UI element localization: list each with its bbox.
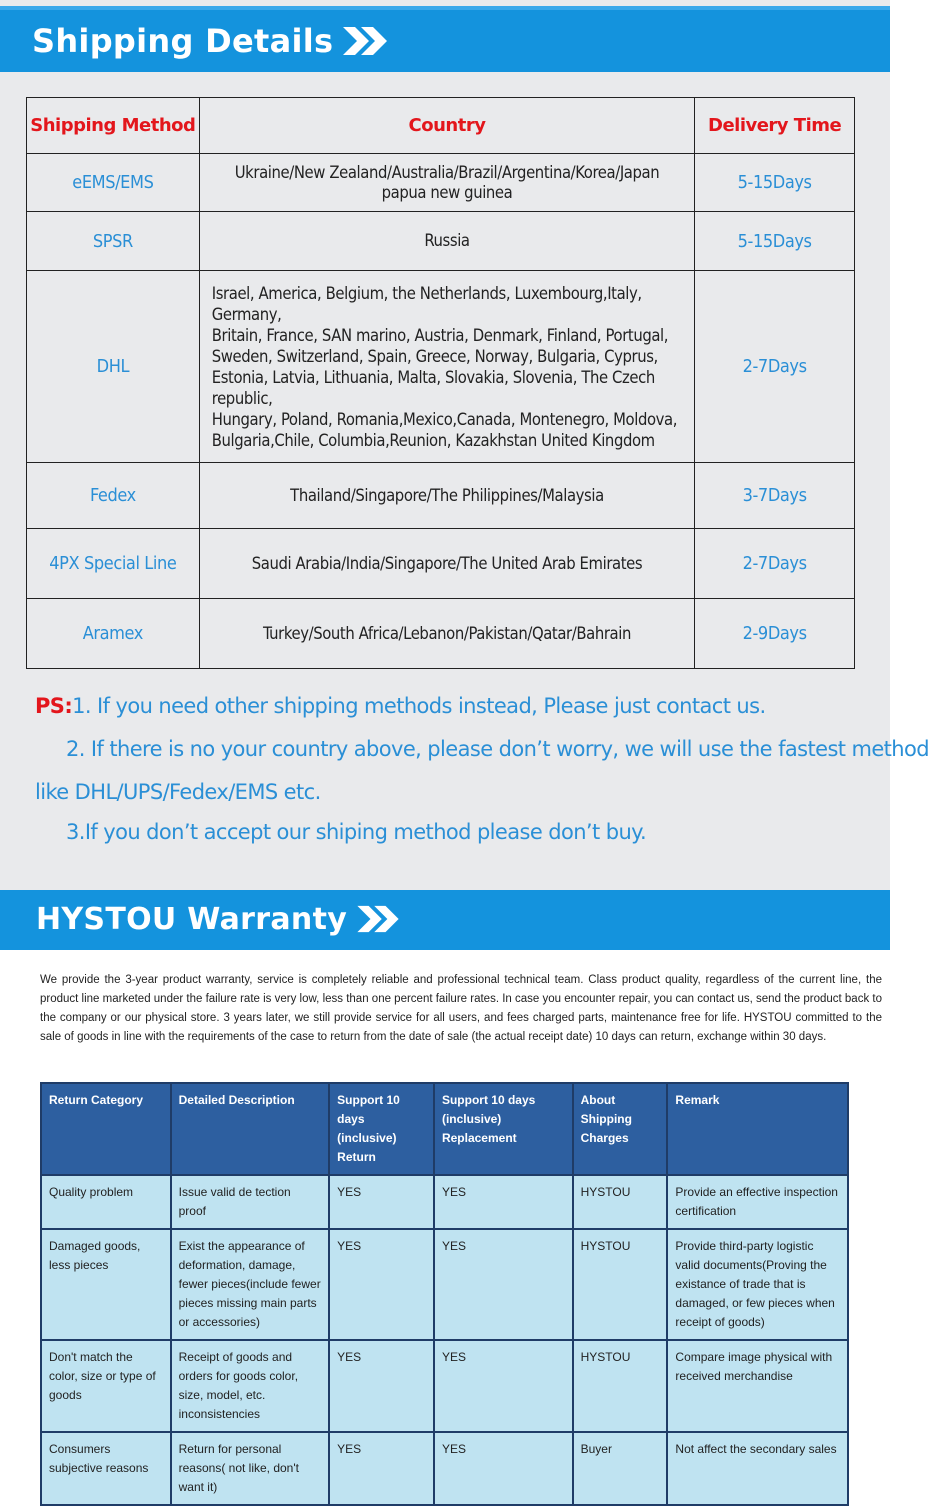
shipping-method: 4PX Special Line bbox=[27, 529, 200, 599]
cell-remark: Not affect the secondary sales bbox=[667, 1432, 848, 1505]
country-line: Britain, France, SAN marino, Austria, Denmark, Finland, Portugal, bbox=[211, 325, 669, 345]
table-row bbox=[41, 1432, 848, 1505]
warranty-banner bbox=[0, 890, 890, 950]
country-list: Thailand/Singapore/The Philippines/Malaysia bbox=[199, 463, 695, 529]
cell-shipping-charges: Buyer bbox=[573, 1432, 668, 1505]
country-line: papua new guinea bbox=[381, 182, 513, 202]
table-row bbox=[27, 529, 855, 599]
table-row bbox=[41, 1340, 848, 1432]
ps-label: PS: bbox=[35, 694, 73, 718]
table-row bbox=[41, 1229, 848, 1340]
warranty-banner-title: HYSTOU Warranty bbox=[36, 902, 401, 937]
table-row bbox=[27, 154, 855, 212]
cell-description: Return for personal reasons( not like, don't want it) bbox=[171, 1432, 330, 1505]
cell-replacement: YES bbox=[434, 1229, 573, 1340]
cell-category: Damaged goods, less pieces bbox=[41, 1229, 171, 1340]
cell-return: YES bbox=[329, 1175, 434, 1229]
table-row bbox=[41, 1175, 848, 1229]
shipping-table-header bbox=[27, 98, 855, 154]
delivery-time: 2-9Days bbox=[695, 599, 855, 669]
country-line: Hungary, Poland, Romania,Mexico,Canada, Montenegro, Moldova, bbox=[211, 409, 678, 429]
warranty-intro: We provide the 3-year product warranty, service is completely reliable and professional technical team. Class product quality, regardless of the current line, the product line marketed under the failure rate is very low, less than one percent failure rates. In case you encounter repair, you can contact us, send the product back to the company or our physical store. 3 years later, we still provide service for all users, and fees charged parts, maintenance free for life. HYSTOU committed to the sale of goods in line with the requirements of the case to return from the date of sale (the actual receipt date) 10 days can return, exchange within 30 days. bbox=[40, 974, 882, 1043]
shipping-banner bbox=[0, 6, 890, 72]
country-list: Turkey/South Africa/Lebanon/Pakistan/Qatar/Bahrain bbox=[199, 599, 695, 669]
delivery-time: 3-7Days bbox=[695, 463, 855, 529]
cell-category: Consumers subjective reasons bbox=[41, 1432, 171, 1505]
cell-description: Receipt of goods and orders for goods color, size, model, etc. inconsistencies bbox=[171, 1340, 330, 1432]
cell-shipping-charges: HYSTOU bbox=[573, 1175, 668, 1229]
header-shipping-method: Shipping Method bbox=[27, 98, 200, 154]
ps-note-2-cont: like DHL/UPS/Fedex/EMS etc. bbox=[35, 780, 321, 804]
cell-replacement: YES bbox=[434, 1340, 573, 1432]
country-line: Sweden, Switzerland, Spain, Greece, Norway, Bulgaria, Cyprus, bbox=[211, 346, 658, 366]
country-list bbox=[199, 154, 695, 212]
shipping-banner-title: Shipping Details bbox=[32, 22, 389, 60]
header-remark: Remark bbox=[667, 1083, 848, 1175]
country-list bbox=[199, 271, 695, 463]
ps-note-3: 3.If you don’t accept our shiping method please don’t buy. bbox=[66, 820, 647, 844]
shipping-method: Aramex bbox=[27, 599, 200, 669]
cell-replacement: YES bbox=[434, 1432, 573, 1505]
cell-remark: Provide third-party logistic valid documents(Proving the existance of trade that is damaged, or few pieces when receipt of goods) bbox=[667, 1229, 848, 1340]
cell-return: YES bbox=[329, 1229, 434, 1340]
header-support-replacement: Support 10 days (inclusive) Replacement bbox=[434, 1083, 573, 1175]
header-return-category: Return Category bbox=[41, 1083, 171, 1175]
country-line: Estonia, Latvia, Lithuania, Malta, Slovakia, Slovenia, The Czech republic, bbox=[211, 367, 655, 408]
cell-category: Quality problem bbox=[41, 1175, 171, 1229]
header-country: Country bbox=[199, 98, 695, 154]
cell-return: YES bbox=[329, 1340, 434, 1432]
header-delivery-time: Delivery Time bbox=[695, 98, 855, 154]
shipping-method: Fedex bbox=[27, 463, 200, 529]
ps-note-1 bbox=[35, 694, 865, 718]
delivery-time: 2-7Days bbox=[695, 271, 855, 463]
cell-shipping-charges: HYSTOU bbox=[573, 1340, 668, 1432]
delivery-time: 5-15Days bbox=[695, 154, 855, 212]
shipping-method: eEMS/EMS bbox=[27, 154, 200, 212]
cell-remark: Provide an effective inspection certification bbox=[667, 1175, 848, 1229]
delivery-time: 5-15Days bbox=[695, 212, 855, 271]
table-row bbox=[27, 599, 855, 669]
header-detailed-description: Detailed Description bbox=[171, 1083, 330, 1175]
cell-category: Don't match the color, size or type of goods bbox=[41, 1340, 171, 1432]
country-list: Russia bbox=[199, 212, 695, 271]
shipping-method: DHL bbox=[27, 271, 200, 463]
shipping-method: SPSR bbox=[27, 212, 200, 271]
header-shipping-charges: About Shipping Charges bbox=[573, 1083, 668, 1175]
shipping-table bbox=[26, 97, 855, 669]
country-line: Bulgaria,Chile, Columbia,Reunion, Kazakhstan United Kingdom bbox=[211, 430, 655, 450]
cell-description: Exist the appearance of deformation, damage, fewer pieces(include fewer pieces missing main parts or accessories) bbox=[171, 1229, 330, 1340]
warranty-table bbox=[40, 1082, 849, 1506]
country-list: Saudi Arabia/India/Singapore/The United Arab Emirates bbox=[199, 529, 695, 599]
double-chevron-right-icon bbox=[355, 904, 401, 934]
table-row bbox=[27, 212, 855, 271]
cell-remark: Compare image physical with received merchandise bbox=[667, 1340, 848, 1432]
ps-note-2: 2. If there is no your country above, please don’t worry, we will use the fastest method bbox=[66, 737, 929, 761]
country-line: Ukraine/New Zealand/Australia/Brazil/Argentina/Korea/Japan bbox=[234, 162, 660, 182]
warranty-table-header bbox=[41, 1083, 848, 1175]
delivery-time: 2-7Days bbox=[695, 529, 855, 599]
cell-return: YES bbox=[329, 1432, 434, 1505]
double-chevron-right-icon bbox=[341, 25, 389, 57]
cell-shipping-charges: HYSTOU bbox=[573, 1229, 668, 1340]
header-support-return: Support 10 days (inclusive) Return bbox=[329, 1083, 434, 1175]
cell-description: Issue valid de tection proof bbox=[171, 1175, 330, 1229]
table-row bbox=[27, 463, 855, 529]
ps-line: 1. If you need other shipping methods instead, Please just contact us. bbox=[72, 694, 766, 718]
cell-replacement: YES bbox=[434, 1175, 573, 1229]
country-line: Israel, America, Belgium, the Netherlands, Luxembourg,Italy, Germany, bbox=[211, 283, 642, 324]
table-row bbox=[27, 271, 855, 463]
